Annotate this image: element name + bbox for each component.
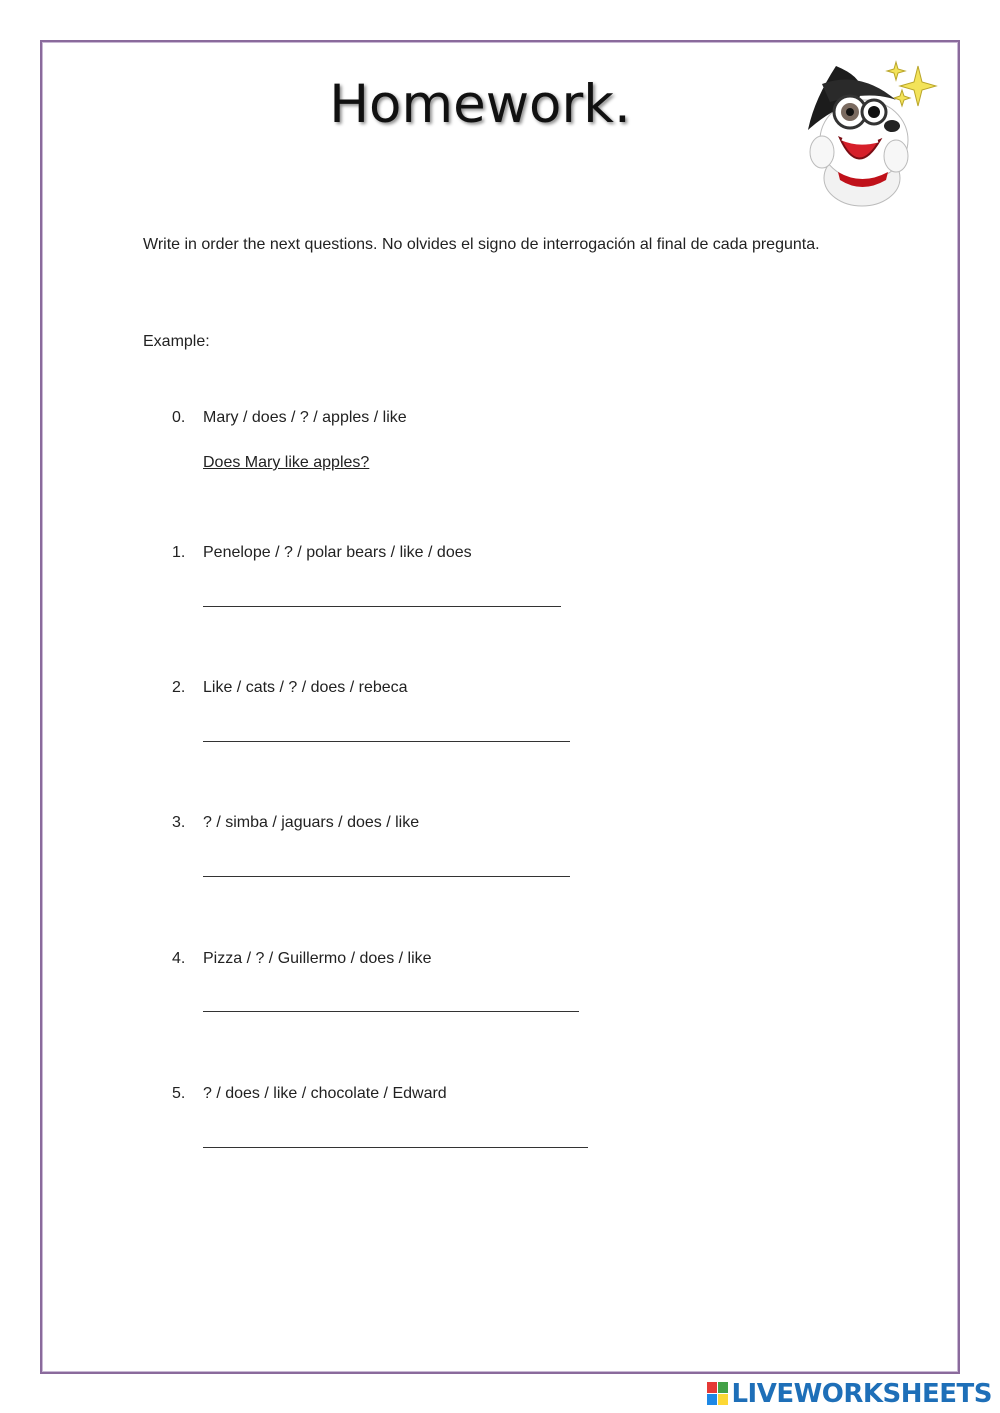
item-number: 2. — [172, 679, 186, 696]
question-item-1 — [172, 544, 472, 562]
item-number: 0. — [172, 409, 186, 426]
example-item — [172, 409, 407, 427]
answer-line-1[interactable] — [203, 606, 561, 607]
item-number: 3. — [172, 814, 186, 831]
instructions-text: Write in order the next questions. No olvides el signo de interrogación al final de cada pregunta. — [143, 236, 820, 253]
example-label: Example: — [143, 333, 210, 350]
answer-line-3[interactable] — [203, 876, 570, 877]
item-prompt: ? / does / like / chocolate / Edward — [203, 1085, 447, 1102]
question-item-3 — [172, 814, 419, 832]
question-item-5 — [172, 1085, 447, 1103]
question-item-4 — [172, 950, 432, 968]
liveworksheets-logo-icon — [707, 1382, 729, 1406]
page-title: Homework. — [329, 74, 631, 135]
item-prompt: ? / simba / jaguars / does / like — [203, 814, 420, 831]
item-prompt: Mary / does / ? / apples / like — [203, 409, 407, 426]
item-number: 5. — [172, 1085, 186, 1102]
answer-line-4[interactable] — [203, 1011, 579, 1012]
answer-line-2[interactable] — [203, 741, 570, 742]
item-prompt: Like / cats / ? / does / rebeca — [203, 679, 408, 696]
item-number: 1. — [172, 544, 186, 561]
example-answer: Does Mary like apples? — [203, 454, 370, 471]
cartoon-mascot-image — [800, 60, 940, 210]
item-prompt: Pizza / ? / Guillermo / does / like — [203, 950, 432, 967]
item-number: 4. — [172, 950, 186, 967]
question-item-2 — [172, 679, 408, 697]
liveworksheets-logo[interactable] — [707, 1379, 992, 1409]
item-prompt: Penelope / ? / polar bears / like / does — [203, 544, 472, 561]
answer-line-5[interactable] — [203, 1147, 588, 1148]
liveworksheets-brand-text: LIVEWORKSHEETS — [731, 1379, 992, 1409]
